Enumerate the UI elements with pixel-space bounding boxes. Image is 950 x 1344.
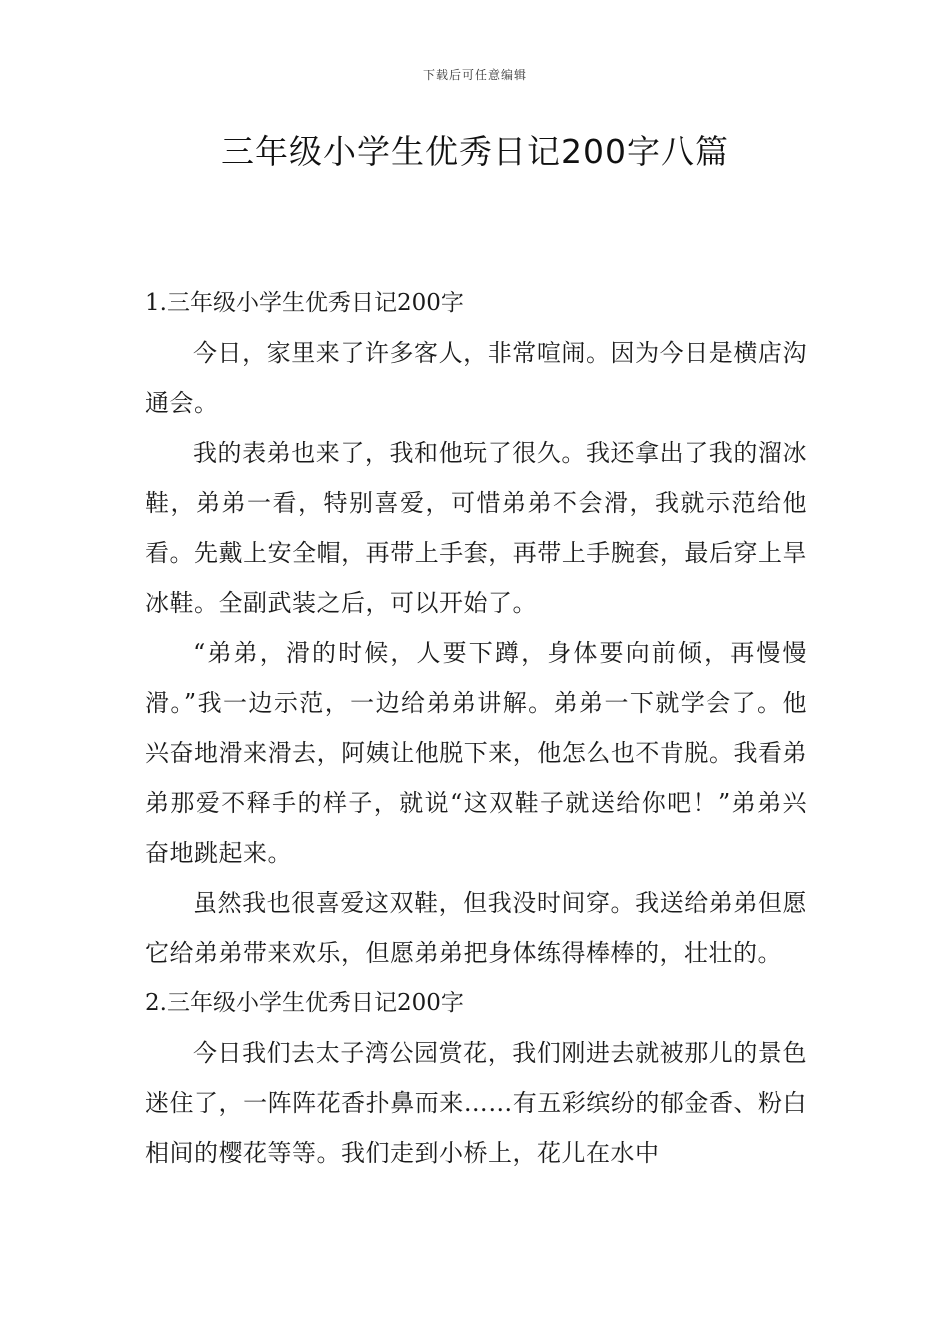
section-heading: 2.三年级小学生优秀日记200字 xyxy=(145,990,464,1016)
page-title: 三年级小学生优秀日记200字八篇 xyxy=(221,132,729,171)
paragraph: 虽然我也很喜爱这双鞋，但我没时间穿。我送给弟弟但愿它给弟弟带来欢乐，但愿弟弟把身体练得棒棒的，壮壮的。 xyxy=(145,889,807,967)
section-2 xyxy=(145,978,807,1178)
section-heading: 1.三年级小学生优秀日记200字 xyxy=(145,290,464,316)
paragraph: 今日，家里来了许多客人，非常喧闹。因为今日是横店沟通会。 xyxy=(145,339,807,417)
document-body xyxy=(145,278,807,1178)
paragraph: “弟弟，滑的时候，人要下蹲，身体要向前倾，再慢慢滑。”我一边示范，一边给弟弟讲解。弟弟一下就学会了。他兴奋地滑来滑去，阿姨让他脱下来，他怎么也不肯脱。我看弟弟那爱不释手的样子，就说“这双鞋子就送给你吧！”弟弟兴奋地跳起来。 xyxy=(145,639,807,867)
header-note: 下载后可任意编辑 xyxy=(422,68,527,82)
section-1 xyxy=(145,278,807,978)
paragraph: 我的表弟也来了，我和他玩了很久。我还拿出了我的溜冰鞋，弟弟一看，特别喜爱，可惜弟弟不会滑，我就示范给他看。先戴上安全帽，再带上手套，再带上手腕套，最后穿上旱冰鞋。全副武装之后，可以开始了。 xyxy=(145,439,807,617)
paragraph: 今日我们去太子湾公园赏花，我们刚进去就被那儿的景色迷住了，一阵阵花香扑鼻而来……有五彩缤纷的郁金香、粉白相间的樱花等等。我们走到小桥上，花儿在水中 xyxy=(145,1039,807,1167)
